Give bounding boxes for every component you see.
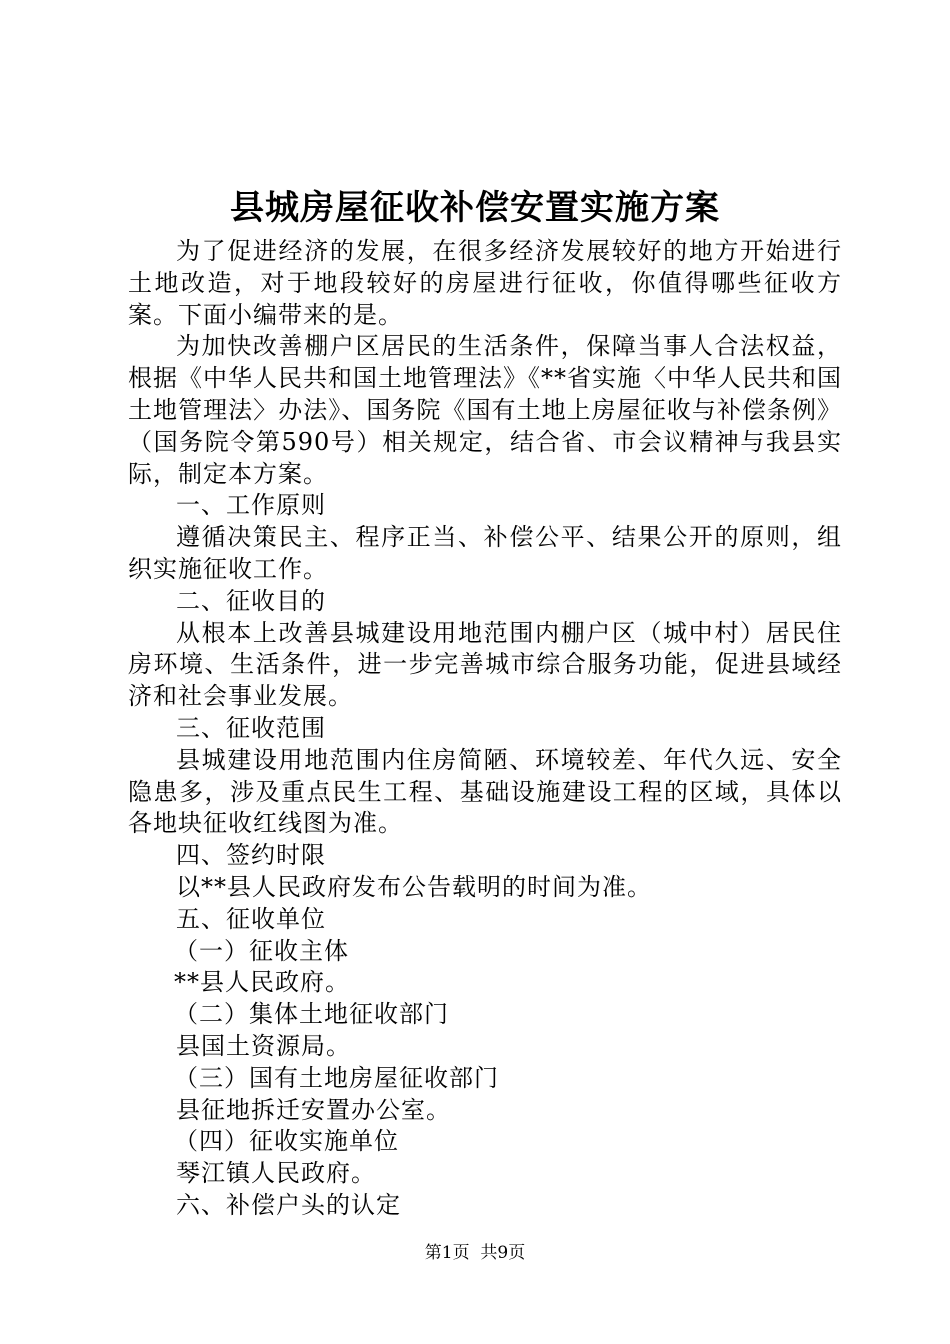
page-footer bbox=[0, 1241, 950, 1265]
subsection-heading-unit1: （一）征收主体 bbox=[174, 936, 349, 965]
purpose-paragraph: 从根本上改善县城建设用地范围内棚户区（城中村）居民住房环境、生活条件，进一步完善城市综合服务功能，促进县域经济和社会事业发展。 bbox=[128, 618, 842, 711]
document-body bbox=[128, 236, 842, 1222]
subsection-heading-unit2: （二）集体土地征收部门 bbox=[174, 1000, 449, 1029]
section-heading-units: 五、征收单位 bbox=[176, 904, 326, 933]
unit1-text: **县人民政府。 bbox=[174, 968, 350, 997]
section-heading-scope: 三、征收范围 bbox=[176, 713, 326, 742]
section-heading-household: 六、补偿户头的认定 bbox=[176, 1190, 401, 1219]
unit3-text: 县征地拆迁安置办公室。 bbox=[176, 1095, 451, 1124]
page-total: 共9页 bbox=[480, 1243, 526, 1263]
section-heading-principle: 一、工作原则 bbox=[176, 491, 326, 520]
scope-paragraph: 县城建设用地范围内住房简陋、环境较差、年代久远、安全隐患多，涉及重点民生工程、基础设施建设工程的区域，具体以各地块征收红线图为准。 bbox=[128, 745, 842, 838]
unit4-text: 琴江镇人民政府。 bbox=[176, 1159, 376, 1188]
intro-paragraph: 为了促进经济的发展，在很多经济发展较好的地方开始进行土地改造，对于地段较好的房屋进行征收，你值得哪些征收方案。下面小编带来的是。 bbox=[128, 237, 842, 329]
document-title: 县城房屋征收补偿安置实施方案 bbox=[230, 188, 720, 228]
subsection-heading-unit3: （三）国有土地房屋征收部门 bbox=[174, 1063, 499, 1092]
basis-paragraph: 为加快改善棚户区居民的生活条件，保障当事人合法权益，根据《中华人民共和国土地管理法》《**省实施〈中华人民共和国土地管理法〉办法》、国务院《国有土地上房屋征收与补偿条例》（国务院令第590号）相关规定，结合省、市会议精神与我县实际，制定本方案。 bbox=[128, 332, 842, 488]
section-heading-purpose: 二、征收目的 bbox=[176, 586, 326, 615]
subsection-heading-unit4: （四）征收实施单位 bbox=[174, 1127, 399, 1156]
principle-paragraph: 遵循决策民主、程序正当、补偿公平、结果公开的原则，组织实施征收工作。 bbox=[128, 523, 842, 583]
unit2-text: 县国土资源局。 bbox=[176, 1031, 351, 1060]
section-heading-deadline: 四、签约时限 bbox=[176, 841, 326, 870]
page-number: 第1页 bbox=[424, 1243, 470, 1263]
deadline-paragraph: 以**县人民政府发布公告载明的时间为准。 bbox=[176, 872, 652, 901]
